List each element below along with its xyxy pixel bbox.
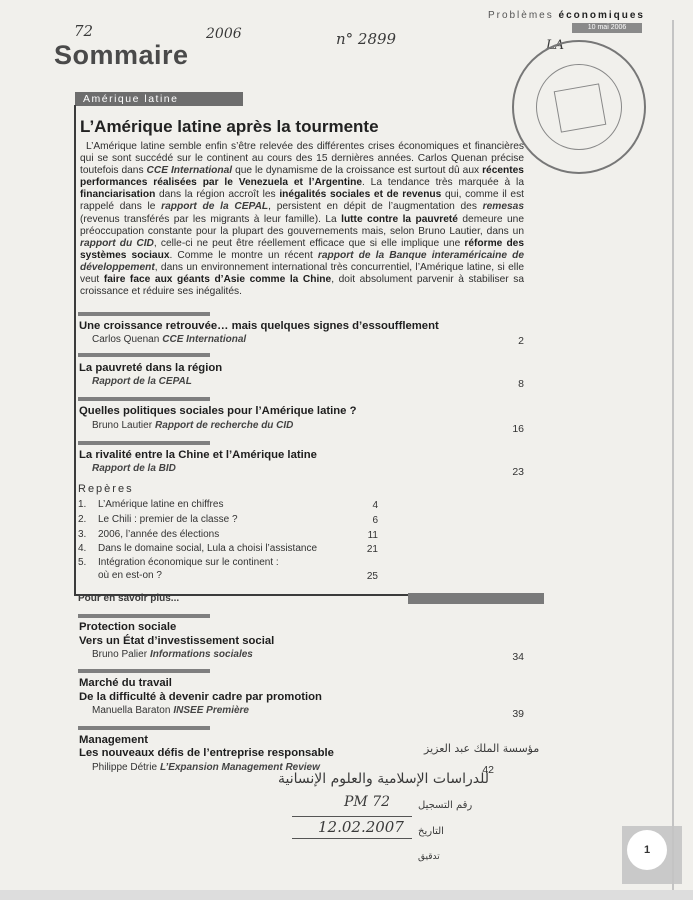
article-byline: Rapport de la BID xyxy=(92,463,176,474)
reperes-item[interactable]: 2. Le Chili : premier de la classe ? xyxy=(78,514,238,525)
article-category: Management xyxy=(79,734,149,746)
reperes-page: 4 xyxy=(372,500,378,511)
section-tag: Amérique latine xyxy=(75,92,243,106)
article-title[interactable]: Les nouveaux défis de l’entreprise responsable xyxy=(79,747,334,759)
publication-light: Problèmes xyxy=(487,10,554,21)
stamp-line-1: مؤسسة الملك عبد العزيز xyxy=(424,742,540,755)
article-title[interactable]: La rivalité entre la Chine et l’Amérique latine xyxy=(79,449,317,461)
article-page: 23 xyxy=(512,466,524,478)
article-byline: Carlos Quenan CCE International xyxy=(92,334,247,345)
article-page: 39 xyxy=(512,708,524,720)
handwritten-number: n° 2899 xyxy=(336,30,397,48)
reperes-page: 25 xyxy=(366,571,378,582)
page-edge xyxy=(672,20,674,890)
article-title[interactable]: Quelles politiques sociales pour l’Amérique latine ? xyxy=(79,405,357,417)
feature-summary: L’Amérique latine semble enfin s’être relevée des différentes crises économiques et financières qui se sont succédé sur le continent au cours des 15 dernières années. Carlos Quenan précise toutefois dans CCE International que le dynamisme de la croissance est surtout dû aux récentes performances réalisées par le Venezuela et l’Argentine. La tendance très marquée à la financiarisation dans la région accroît les inégalités sociales et de revenus qui, comme il est rappelé dans le rapport de la CEPAL, persistent en dépit de l’augmentation des remesas (revenus transférés par les migrants à leur famille). La lutte contre la pauvreté demeure une préoccupation constante pour la plupart des gouvernements mais, selon Bruno Lautier, dans un rapport du CID, celle-ci ne peut être réellement efficace que si elle implique une réforme des systèmes sociaux. Comme le montre un récent rapport de la Banque interaméricaine de développement, dans un environnement international très concurrentiel, l’Amérique latine, si elle veut faire face aux géants d’Asie comme la Chine, doit absolument parvenir à stabiliser sa croissance et réduire ses inégalités. xyxy=(80,141,524,298)
reperes-page: 11 xyxy=(367,530,378,541)
stamp-reg-line xyxy=(292,816,412,817)
reperes-item[interactable]: 3. 2006, l’année des élections xyxy=(78,529,220,540)
stamp-check-label: تدقيق xyxy=(418,852,440,862)
article-byline: Bruno Palier Informations sociales xyxy=(92,649,253,660)
stamp-date-value: 12.02.2007 xyxy=(318,818,404,836)
page-title: Sommaire xyxy=(54,40,189,70)
article-page: 42 xyxy=(482,764,494,776)
handwritten-corner: LA xyxy=(546,38,565,53)
article-byline: Bruno Lautier Rapport de recherche du CID xyxy=(92,420,294,431)
article-category: Marché du travail xyxy=(79,677,172,689)
issue-date: 10 mai 2006 xyxy=(572,23,642,33)
article-byline: Philippe Détrie L’Expansion Management Review xyxy=(92,762,320,773)
article-page: 34 xyxy=(512,651,524,663)
publication-name xyxy=(488,10,645,21)
stamp-date-label: التاريخ xyxy=(418,826,444,837)
feature-title: L’Amérique latine après la tourmente xyxy=(80,117,379,136)
article-title[interactable]: Vers un État d’investissement social xyxy=(79,635,275,647)
article-separator xyxy=(78,726,210,730)
article-separator xyxy=(78,614,210,618)
publication-bold: économiques xyxy=(558,10,645,21)
stamp-date-line xyxy=(292,838,412,839)
library-round-stamp-seal xyxy=(554,83,607,132)
page-number: 1 xyxy=(627,830,667,870)
stamp-reg-value: PM 72 xyxy=(344,794,391,810)
article-title[interactable]: Une croissance retrouvée… mais quelques signes d’essoufflement xyxy=(79,320,439,332)
article-page: 2 xyxy=(518,335,524,347)
stamp-line-2: للدراسات الإسلامية والعلوم الإنسانية xyxy=(278,771,489,787)
article-page: 16 xyxy=(512,423,524,435)
article-title[interactable]: De la difficulté à devenir cadre par promotion xyxy=(79,691,322,703)
article-separator xyxy=(78,353,210,357)
handwritten-left: 72 xyxy=(74,22,94,40)
reperes-page: 21 xyxy=(366,544,378,555)
article-separator xyxy=(78,669,210,673)
article-category: Protection sociale xyxy=(79,621,177,633)
reperes-item[interactable]: 5. Intégration économique sur le continent : xyxy=(78,557,279,568)
section-frame-left xyxy=(74,105,76,595)
article-title[interactable]: La pauvreté dans la région xyxy=(79,362,223,374)
article-separator xyxy=(78,441,210,445)
reperes-item-continued[interactable]: où en est-on ? xyxy=(98,570,162,581)
section-frame-bar xyxy=(408,593,544,604)
article-page: 8 xyxy=(518,378,524,390)
reperes-page: 6 xyxy=(372,515,378,526)
further-reading-heading: Pour en savoir plus... xyxy=(78,593,180,604)
handwritten-year: 2006 xyxy=(206,26,242,42)
reperes-item[interactable]: 4. Dans le domaine social, Lula a choisi l’assistance xyxy=(78,543,318,554)
reperes-item[interactable]: 1. L’Amérique latine en chiffres xyxy=(78,499,224,510)
stamp-reg-label: رقم التسجيل xyxy=(418,800,473,811)
article-separator xyxy=(78,397,210,401)
page-bottom-edge xyxy=(0,890,693,900)
article-byline: Rapport de la CEPAL xyxy=(92,376,192,387)
article-separator xyxy=(78,312,210,316)
article-byline: Manuella Baraton INSEE Première xyxy=(92,705,249,716)
reperes-heading: Repères xyxy=(78,483,134,495)
